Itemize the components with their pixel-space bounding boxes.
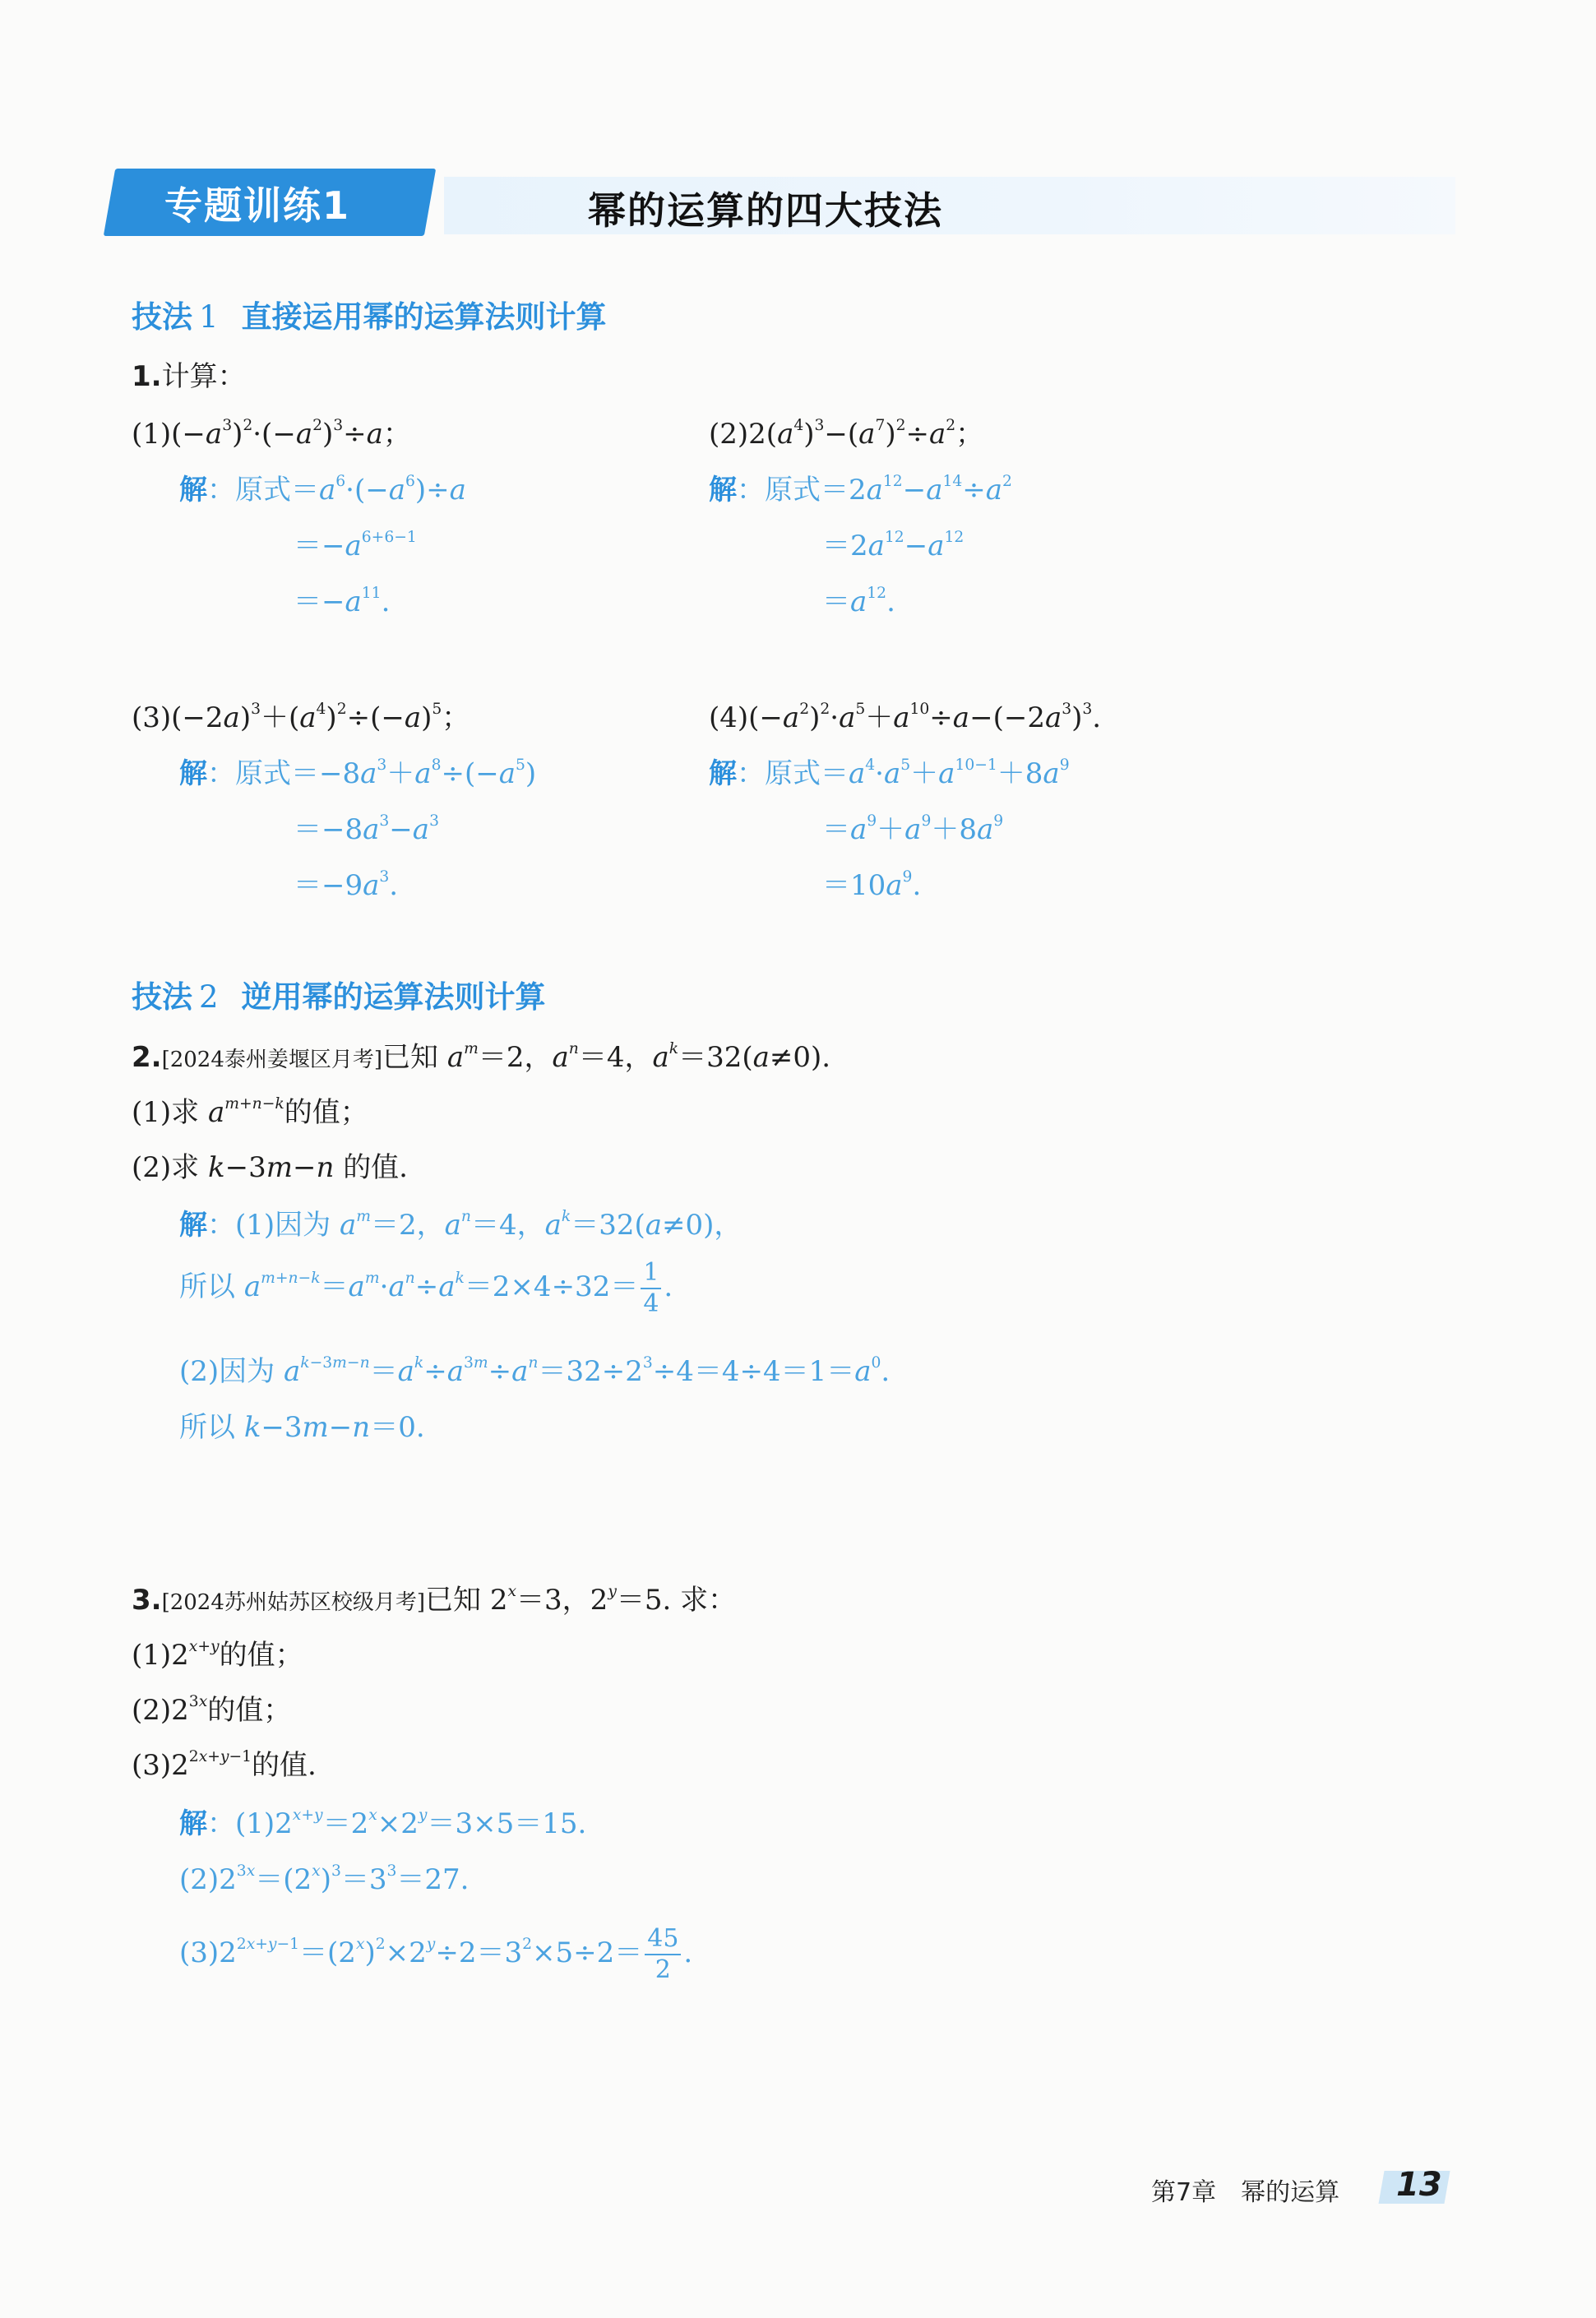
section-heading-2: 技法 2 逆用幂的运算法则计算 <box>132 979 546 1015</box>
q1-part4: $(4)(-a^2)^2\cdot a^5+a^{10}\div a-(-2a^3)^3$. <box>709 701 1102 734</box>
fraction-45-2: $\frac{45}{2}$ <box>645 1924 681 1985</box>
page-number: 13 <box>1396 2166 1442 2204</box>
question-2-stem: 2.[2024泰州姜堰区月考]已知 $a^m=2$，$a^n=4$，$a^k=32(a\ne 0)$. <box>132 1040 831 1074</box>
q1-part3-solution-line1: 解：原式$=-8a^3+a^8\div(-a^5)$ <box>179 756 537 790</box>
q2-solution-line4: 所以 k−3m−n＝0. <box>179 1411 425 1444</box>
q1-part4-solution-line3: $=10a^9$. <box>822 868 922 902</box>
question-1-stem: 1.计算： <box>132 360 246 393</box>
q3-part1: $(1)2^{x+y}$的值； <box>132 1638 303 1672</box>
q1-part4-solution-line1: 解：原式$=a^4\cdot a^5+a^{10-1}+8a^9$ <box>709 756 1070 790</box>
section-heading-1: 技法 1 直接运用幂的运算法则计算 <box>132 299 607 335</box>
q1-part2-solution-line1: 解：原式$=2a^{12}-a^{14}\div a^2$ <box>709 473 1012 507</box>
q1-part2-solution-line3: $=a^{12}$. <box>822 585 895 618</box>
q2-part1: (1)求 $a^{m+n-k}$的值； <box>132 1095 368 1129</box>
q3-solution-line1: 解：$(1)2^{x+y}=2^x\times 2^y=3\times 5=15$. <box>179 1807 587 1840</box>
question-3-stem: 3.[2024苏州姑苏区校级月考]已知 $2^x=3$，$2^y=5$. 求： <box>132 1583 737 1617</box>
q2-solution-line1: 解：(1)因为 $a^m=2$，$a^n=4$，$a^k=32(a\ne 0)$， <box>179 1208 742 1242</box>
q3-part2: $(2)2^{3x}$的值； <box>132 1693 292 1727</box>
fraction-1-4: $\frac{1}{4}$ <box>641 1258 661 1319</box>
q1-part1-solution-line2: $=-a^{6+6-1}$ <box>294 529 417 562</box>
q2-solution-line2: 所以 $a^{m+n-k}=a^m\cdot a^n\div a^k=2\times 4\div 32=$ $\frac{1}{4}$ . <box>179 1258 673 1318</box>
q2-part2: (2)求 k−3m−n 的值. <box>132 1151 408 1184</box>
q3-part3: $(3)2^{2x+y-1}$的值. <box>132 1748 317 1782</box>
q1-part3-solution-line3: $=-9a^3$. <box>294 868 399 902</box>
q3-solution-line3: $(3)2^{2x+y-1}=(2^x)^2\times 2^y\div 2=3^2\times 5\div 2=$ $\frac{45}{2}$ . <box>179 1924 693 1984</box>
header-tag: 专题训练1 <box>164 183 351 228</box>
q3-solution-line2: $(2)2^{3x}=(2^x)^3=3^3=27$. <box>179 1862 470 1896</box>
q1-part3: $(3)(-2a)^3+(a^4)^2\div(-a)^5$； <box>132 701 470 734</box>
q1-part1-solution-line3: $=-a^{11}$. <box>294 585 391 618</box>
q1-part2: $(2)2(a^4)^3-(a^7)^2\div a^2$； <box>709 417 984 451</box>
q1-part1-solution-line1: 解：原式$=a^6\cdot(-a^6)\div a$ <box>179 473 466 507</box>
q1-part2-solution-line2: $=2a^{12}-a^{12}$ <box>822 529 965 562</box>
page-title: 幂的运算的四大技法 <box>588 188 943 233</box>
chapter-label: 第7章 幂的运算 <box>1151 2178 1340 2207</box>
q2-solution-line3: (2)因为 $a^{k-3m-n}=a^k\div a^{3m}\div a^n=32\div 2^3\div 4=4\div 4=1=a^0$. <box>179 1354 891 1388</box>
q1-part1: $(1)(-a^3)^2\cdot(-a^2)^3\div a$； <box>132 417 411 451</box>
q1-part4-solution-line2: $=a^9+a^9+8a^9$ <box>822 812 1004 846</box>
q1-part3-solution-line2: $=-8a^3-a^3$ <box>294 812 439 846</box>
